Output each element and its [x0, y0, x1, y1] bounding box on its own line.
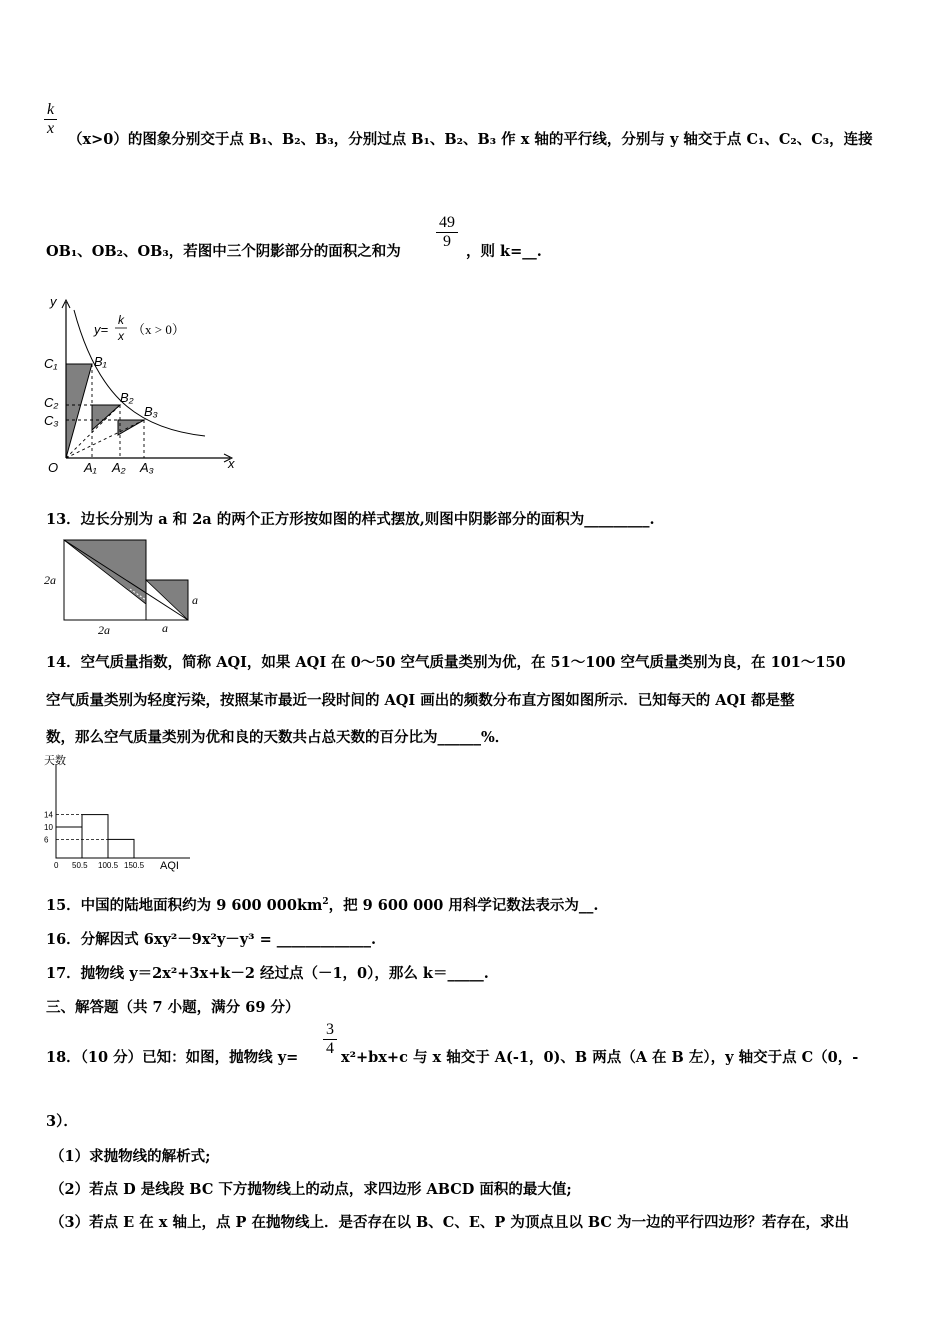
histogram-y-tick-label: 10: [44, 823, 53, 832]
shaded-region-large: [64, 540, 146, 604]
q12-line2-post: ，则 k=__.: [466, 243, 542, 260]
y-axis-label: y: [50, 294, 57, 309]
shaded-triangle-1: [66, 364, 92, 458]
histogram-bar: [56, 827, 82, 858]
label-C3: C₃: [44, 413, 59, 428]
histogram-x-tick-label: 0: [54, 861, 59, 870]
fraction-k-over-x: [44, 101, 57, 138]
histogram-x-tick-label: 50.5: [72, 861, 88, 870]
histogram-y-label: 天数: [44, 755, 66, 767]
q18-line1-pre: 18．（10 分）已知：如图，抛物线 y=: [46, 1049, 299, 1066]
fraction-numerator: k: [47, 101, 55, 118]
histogram-bar: [108, 839, 134, 858]
fraction-denominator: 9: [443, 233, 451, 250]
label-C1: C₁: [44, 356, 58, 371]
histogram-y-tick-label: 14: [44, 810, 53, 820]
histogram-y-tick-label: 6: [44, 835, 49, 845]
q17-text: 17．抛物线 y＝2x²+3x+k－2 经过点（－1，0），那么 k＝_____.: [46, 965, 489, 982]
label-B2: B₂: [120, 390, 134, 405]
q14-line3: 数，那么空气质量类别为优和良的天数共占总天数的百分比为______%．: [46, 729, 510, 746]
q18-subquestion-3: （3）若点 E 在 x 轴上，点 P 在抛物线上．是否存在以 B、C、E、P 为顶点且以 BC 为一边的平行四边形？若存在，求出: [50, 1214, 849, 1231]
q18-line1-post: x²+bx+c 与 x 轴交于 A(-1，0)、B 两点（A 在 B 左），y 轴交于点 C（0，-: [341, 1049, 859, 1066]
histogram-x-tick-label: 100.5: [98, 861, 119, 870]
x-axis-label: x: [228, 456, 235, 471]
fraction-denominator: x: [47, 120, 55, 137]
q14-line1: 14．空气质量指数，简称 AQI，如果 AQI 在 0～50 空气质量类别为优，在 51～100 空气质量类别为良，在 101～150: [46, 654, 846, 671]
q14-line2: 空气质量类别为轻度污染，按照某市最近一段时间的 AQI 画出的频数分布直方图如图所示．已知每天的 AQI 都是整: [46, 692, 795, 709]
q18-line2: 3）．: [46, 1113, 78, 1130]
fraction-49-over-9: [436, 214, 458, 251]
shaded-region-small: [146, 580, 188, 620]
q15-post: ，把 9 600 000 用科学记数法表示为__.: [328, 897, 599, 914]
histogram-bar: [82, 815, 108, 858]
label-A3: A₃: [140, 460, 154, 475]
q12-line1: （x>0）的图象分别交于点 B₁、B₂、B₃，分别过点 B₁、B₂、B₃ 作 x 轴的平行线，分别与 y 轴交于点 C₁、C₂、C₃，连接: [68, 131, 873, 148]
label-bottom-a: a: [162, 621, 168, 635]
function-label-y: y=: [94, 322, 109, 337]
label-right-a: a: [192, 593, 198, 607]
section-3-heading: 三、解答题（共 7 小题，满分 69 分）: [46, 999, 300, 1016]
function-label-k: k: [118, 313, 124, 327]
label-B1: B₁: [94, 354, 107, 369]
label-bottom-2a: 2a: [98, 623, 110, 637]
histogram-x-tick-label: 150.5: [124, 861, 145, 870]
label-A2: A₂: [112, 460, 126, 475]
q15-text: [46, 894, 598, 915]
function-condition: （x > 0）: [132, 322, 185, 337]
fraction-numerator: 3: [326, 1021, 334, 1038]
shaded-triangle-2: [92, 405, 120, 430]
q15-superscript: 2: [322, 897, 329, 908]
q16-text: 16．分解因式 6xy²－9x²y－y³ = _____________.: [46, 931, 377, 948]
q12-hyperbola-figure: [40, 290, 245, 475]
q13-text: 13．边长分别为 a 和 2a 的两个正方形按如图的样式摆放,则图中阴影部分的面积为_________.: [46, 511, 655, 528]
q12-line2-pre: OB₁、OB₂、OB₃，若图中三个阴影部分的面积之和为: [46, 243, 401, 260]
histogram-x-label: AQI: [160, 860, 179, 872]
q18-subquestion-2: （2）若点 D 是线段 BC 下方抛物线上的动点，求四边形 ABCD 面积的最大值;: [50, 1181, 572, 1198]
origin-label: O: [48, 460, 59, 475]
label-left-2a: 2a: [44, 573, 56, 587]
fraction-3-over-4: [323, 1021, 337, 1058]
fraction-denominator: 4: [326, 1040, 334, 1057]
fraction-numerator: 49: [439, 214, 455, 231]
label-C2: C₂: [44, 395, 59, 410]
q15-pre: 15．中国的陆地面积约为 9 600 000km: [46, 897, 323, 914]
label-B3: B₃: [144, 404, 158, 419]
label-A1: A₁: [84, 460, 97, 475]
q13-squares-figure: [40, 534, 210, 638]
function-label-x: x: [118, 329, 124, 343]
shaded-triangle-3: [118, 420, 144, 435]
q18-subquestion-1: （1）求抛物线的解析式;: [50, 1148, 211, 1165]
aqi-histogram: [40, 752, 200, 872]
